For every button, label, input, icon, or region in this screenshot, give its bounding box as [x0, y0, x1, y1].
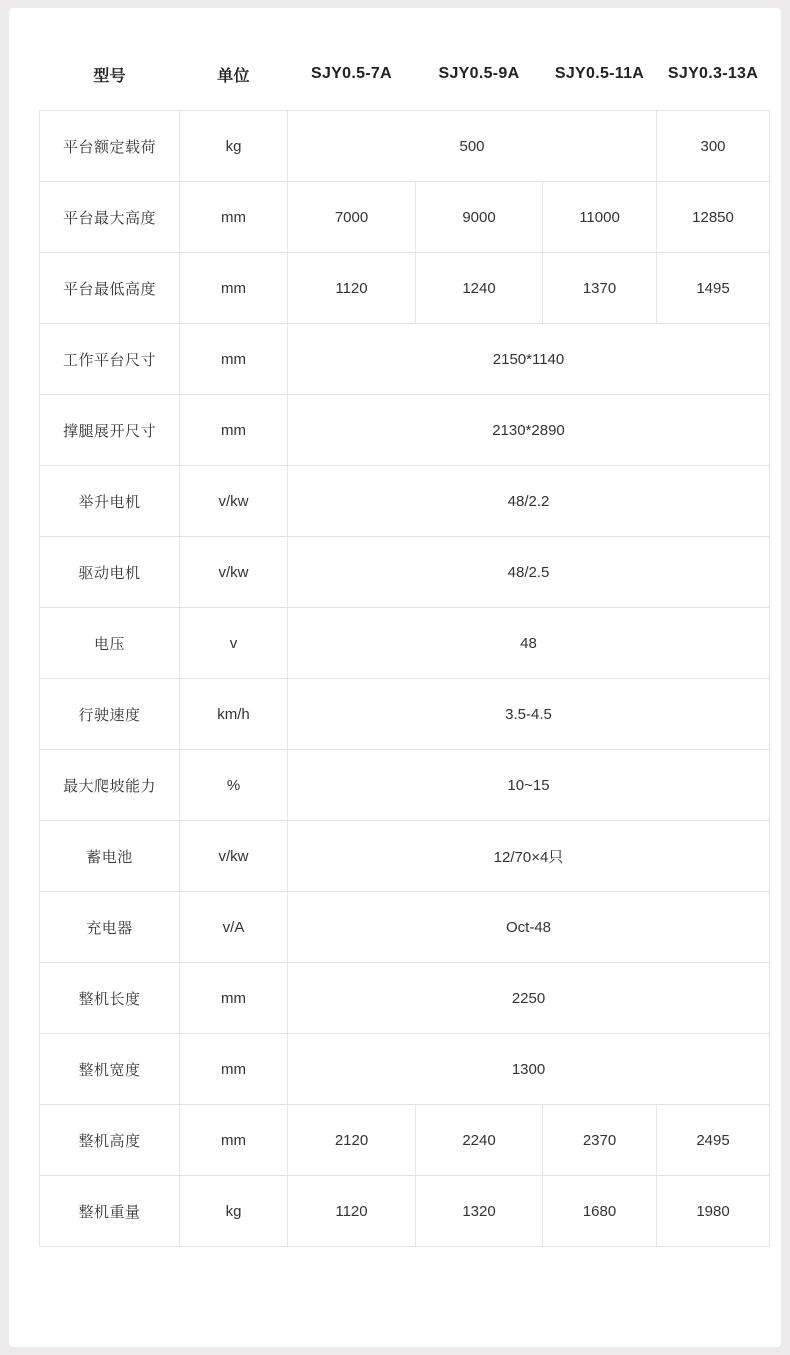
- row-unit: mm: [180, 395, 288, 466]
- table-row: [40, 821, 770, 892]
- table-row: [40, 182, 770, 253]
- row-value: 1495: [657, 253, 770, 324]
- row-value: Oct-48: [288, 892, 770, 963]
- row-label: 整机重量: [40, 1176, 180, 1247]
- row-unit: mm: [180, 324, 288, 395]
- row-label: 平台额定载荷: [40, 111, 180, 182]
- row-unit: km/h: [180, 679, 288, 750]
- row-unit: v: [180, 608, 288, 679]
- row-unit: mm: [180, 1105, 288, 1176]
- row-unit: %: [180, 750, 288, 821]
- table-row: [40, 537, 770, 608]
- row-value: 3.5-4.5: [288, 679, 770, 750]
- row-value: 2370: [543, 1105, 657, 1176]
- row-label: 撑腿展开尺寸: [40, 395, 180, 466]
- table-row: [40, 963, 770, 1034]
- row-value: 500: [288, 111, 657, 182]
- row-value: 2250: [288, 963, 770, 1034]
- row-value: 11000: [543, 182, 657, 253]
- table-row: [40, 253, 770, 324]
- row-value: 2495: [657, 1105, 770, 1176]
- row-unit: v/kw: [180, 466, 288, 537]
- column-header-sjy05-9a: SJY0.5-9A: [416, 38, 543, 111]
- row-label: 举升电机: [40, 466, 180, 537]
- table-row: [40, 1034, 770, 1105]
- spec-card: [9, 8, 781, 1347]
- row-value: 300: [657, 111, 770, 182]
- table-row: [40, 1176, 770, 1247]
- row-value: 9000: [416, 182, 543, 253]
- row-value: 48: [288, 608, 770, 679]
- row-value: 1240: [416, 253, 543, 324]
- row-value: 48/2.5: [288, 537, 770, 608]
- row-label: 驱动电机: [40, 537, 180, 608]
- row-value: 7000: [288, 182, 416, 253]
- row-label: 蓄电池: [40, 821, 180, 892]
- row-unit: v/A: [180, 892, 288, 963]
- table-row: [40, 466, 770, 537]
- row-value: 1370: [543, 253, 657, 324]
- row-value: 48/2.2: [288, 466, 770, 537]
- column-header-sjy05-7a: SJY0.5-7A: [288, 38, 416, 111]
- column-header-sjy05-11a: SJY0.5-11A: [543, 38, 657, 111]
- row-unit: kg: [180, 111, 288, 182]
- table-body: [40, 111, 770, 1247]
- row-value: 1980: [657, 1176, 770, 1247]
- row-value: 1680: [543, 1176, 657, 1247]
- table-row: [40, 111, 770, 182]
- row-label: 整机宽度: [40, 1034, 180, 1105]
- row-label: 平台最大高度: [40, 182, 180, 253]
- table-row: [40, 324, 770, 395]
- row-label: 电压: [40, 608, 180, 679]
- row-value: 2130*2890: [288, 395, 770, 466]
- row-unit: kg: [180, 1176, 288, 1247]
- row-value: 12850: [657, 182, 770, 253]
- row-value: 12/70×4只: [288, 821, 770, 892]
- table-row: [40, 892, 770, 963]
- column-header-model: 型号: [40, 38, 180, 111]
- row-unit: mm: [180, 1034, 288, 1105]
- row-value: 1320: [416, 1176, 543, 1247]
- table-header: [40, 38, 770, 111]
- table-row: [40, 750, 770, 821]
- column-header-unit: 单位: [180, 38, 288, 111]
- row-label: 平台最低高度: [40, 253, 180, 324]
- specification-table: [39, 38, 770, 1247]
- row-label: 工作平台尺寸: [40, 324, 180, 395]
- row-label: 整机长度: [40, 963, 180, 1034]
- row-unit: v/kw: [180, 537, 288, 608]
- row-value: 2240: [416, 1105, 543, 1176]
- row-value: 10~15: [288, 750, 770, 821]
- column-header-sjy03-13a: SJY0.3-13A: [657, 38, 770, 111]
- row-unit: v/kw: [180, 821, 288, 892]
- row-unit: mm: [180, 963, 288, 1034]
- row-unit: mm: [180, 253, 288, 324]
- row-label: 最大爬坡能力: [40, 750, 180, 821]
- row-value: 1300: [288, 1034, 770, 1105]
- row-label: 行驶速度: [40, 679, 180, 750]
- table-row: [40, 1105, 770, 1176]
- table-row: [40, 608, 770, 679]
- table-row: [40, 679, 770, 750]
- row-value: 1120: [288, 253, 416, 324]
- row-label: 充电器: [40, 892, 180, 963]
- row-value: 2150*1140: [288, 324, 770, 395]
- row-unit: mm: [180, 182, 288, 253]
- table-row: [40, 395, 770, 466]
- row-label: 整机高度: [40, 1105, 180, 1176]
- row-value: 1120: [288, 1176, 416, 1247]
- table-header-row: [40, 38, 770, 111]
- row-value: 2120: [288, 1105, 416, 1176]
